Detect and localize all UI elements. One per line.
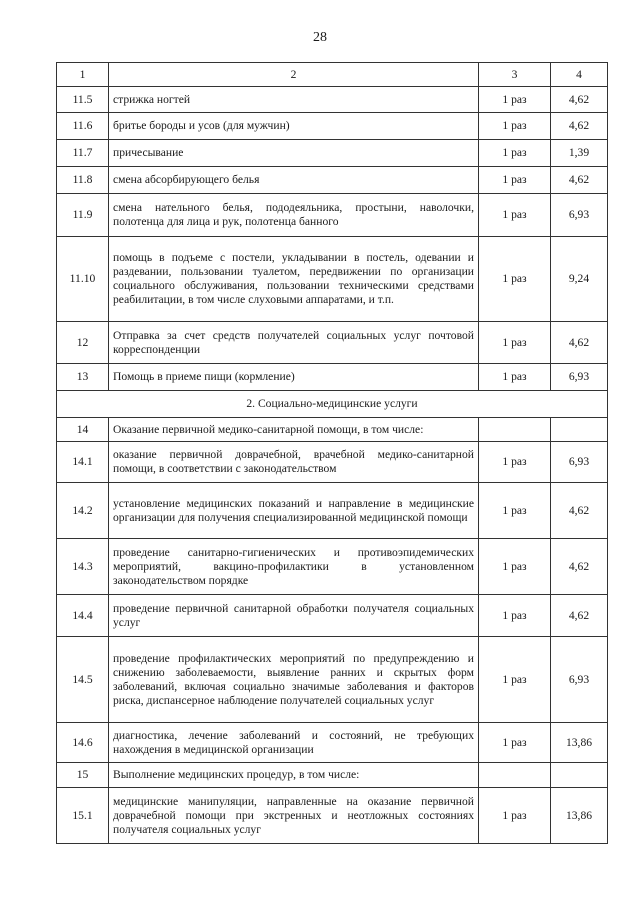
row-number: 14.6: [57, 723, 109, 763]
table-row: [57, 87, 608, 113]
table-row: [57, 763, 608, 788]
service-frequency: 1 раз: [479, 113, 551, 140]
row-number: 13: [57, 364, 109, 391]
service-description: проведение санитарно-гигиенических и противоэпидемических мероприятий, вакцино-профилактики в установленном законодательством порядке: [109, 539, 479, 595]
table-row: [57, 442, 608, 483]
table-row: [57, 194, 608, 237]
header-col-3: 3: [479, 63, 551, 87]
service-price: 4,62: [551, 87, 608, 113]
row-number: 14.1: [57, 442, 109, 483]
service-description: оказание первичной доврачебной, врачебной медико-санитарной помощи, в соответствии с законодательством: [109, 442, 479, 483]
service-frequency: 1 раз: [479, 442, 551, 483]
service-price: 4,62: [551, 595, 608, 637]
service-description: стрижка ногтей: [109, 87, 479, 113]
table-row: [57, 167, 608, 194]
table-row: [57, 364, 608, 391]
service-frequency: 1 раз: [479, 87, 551, 113]
table-row: [57, 483, 608, 539]
service-price: 6,93: [551, 442, 608, 483]
row-number: 15.1: [57, 788, 109, 844]
section-title: 2. Социально-медицинские услуги: [57, 391, 608, 418]
page-number: 28: [313, 30, 327, 45]
table-row: [57, 723, 608, 763]
service-description: медицинские манипуляции, направленные на оказание первичной доврачебной помощи при экстренных и неотложных состояниях получателя социальных услуг: [109, 788, 479, 844]
service-frequency: 1 раз: [479, 637, 551, 723]
service-description: причесывание: [109, 140, 479, 167]
row-number: 14.3: [57, 539, 109, 595]
service-frequency: 1 раз: [479, 322, 551, 364]
service-price: 4,62: [551, 322, 608, 364]
service-description: проведение первичной санитарной обработки получателя социальных услуг: [109, 595, 479, 637]
row-number: 15: [57, 763, 109, 788]
services-table: [56, 62, 608, 844]
row-number: 14.5: [57, 637, 109, 723]
service-description: бритье бороды и усов (для мужчин): [109, 113, 479, 140]
service-price: [551, 763, 608, 788]
service-frequency: 1 раз: [479, 539, 551, 595]
table-body: [57, 63, 608, 844]
service-frequency: 1 раз: [479, 194, 551, 237]
service-price: 4,62: [551, 483, 608, 539]
row-number: 11.9: [57, 194, 109, 237]
header-col-1: 1: [57, 63, 109, 87]
section-row: [57, 391, 608, 418]
table-row: [57, 788, 608, 844]
service-frequency: 1 раз: [479, 167, 551, 194]
service-description: Отправка за счет средств получателей социальных услуг почтовой корреспонденции: [109, 322, 479, 364]
service-description: Выполнение медицинских процедур, в том числе:: [109, 763, 479, 788]
service-price: 6,93: [551, 637, 608, 723]
service-frequency: [479, 763, 551, 788]
service-price: 6,93: [551, 194, 608, 237]
service-frequency: [479, 418, 551, 442]
table-row: [57, 539, 608, 595]
service-frequency: 1 раз: [479, 483, 551, 539]
service-description: проведение профилактических мероприятий по предупреждению и снижению заболеваемости, выявление ранних и скрытых форм заболеваний, включая социально значимые заболевания и факторов риска, диспансерное наблюдение получателей социальных услуг: [109, 637, 479, 723]
table-row: [57, 637, 608, 723]
service-price: [551, 418, 608, 442]
row-number: 11.8: [57, 167, 109, 194]
service-frequency: 1 раз: [479, 140, 551, 167]
service-price: 9,24: [551, 237, 608, 322]
header-col-2: 2: [109, 63, 479, 87]
service-description: смена абсорбирующего белья: [109, 167, 479, 194]
service-frequency: 1 раз: [479, 788, 551, 844]
table-row: [57, 113, 608, 140]
table-row: [57, 418, 608, 442]
row-number: 14: [57, 418, 109, 442]
service-description: установление медицинских показаний и направление в медицинские организации для получения специализированной медицинской помощи: [109, 483, 479, 539]
row-number: 11.5: [57, 87, 109, 113]
row-number: 11.7: [57, 140, 109, 167]
service-frequency: 1 раз: [479, 723, 551, 763]
table-row: [57, 322, 608, 364]
service-price: 13,86: [551, 788, 608, 844]
service-price: 13,86: [551, 723, 608, 763]
service-description: диагностика, лечение заболеваний и состояний, не требующих нахождения в медицинской организации: [109, 723, 479, 763]
row-number: 14.2: [57, 483, 109, 539]
service-description: Помощь в приеме пищи (кормление): [109, 364, 479, 391]
row-number: 14.4: [57, 595, 109, 637]
row-number: 12: [57, 322, 109, 364]
service-frequency: 1 раз: [479, 364, 551, 391]
service-price: 4,62: [551, 113, 608, 140]
service-description: смена нательного белья, пододеяльника, простыни, наволочки, полотенца для лица и рук, полотенца банного: [109, 194, 479, 237]
service-frequency: 1 раз: [479, 595, 551, 637]
service-price: 4,62: [551, 167, 608, 194]
table-row: [57, 140, 608, 167]
table-row: [57, 237, 608, 322]
service-price: 1,39: [551, 140, 608, 167]
table-header-row: [57, 63, 608, 87]
row-number: 11.10: [57, 237, 109, 322]
service-description: помощь в подъеме с постели, укладывании в постель, одевании и раздевании, пользовании туалетом, передвижении по организации социального обслуживания, пользовании техническими средствами реабилитации, в том числе слуховыми аппаратами, и т.п.: [109, 237, 479, 322]
header-col-4: 4: [551, 63, 608, 87]
table-row: [57, 595, 608, 637]
service-description: Оказание первичной медико-санитарной помощи, в том числе:: [109, 418, 479, 442]
service-frequency: 1 раз: [479, 237, 551, 322]
row-number: 11.6: [57, 113, 109, 140]
service-price: 4,62: [551, 539, 608, 595]
service-price: 6,93: [551, 364, 608, 391]
